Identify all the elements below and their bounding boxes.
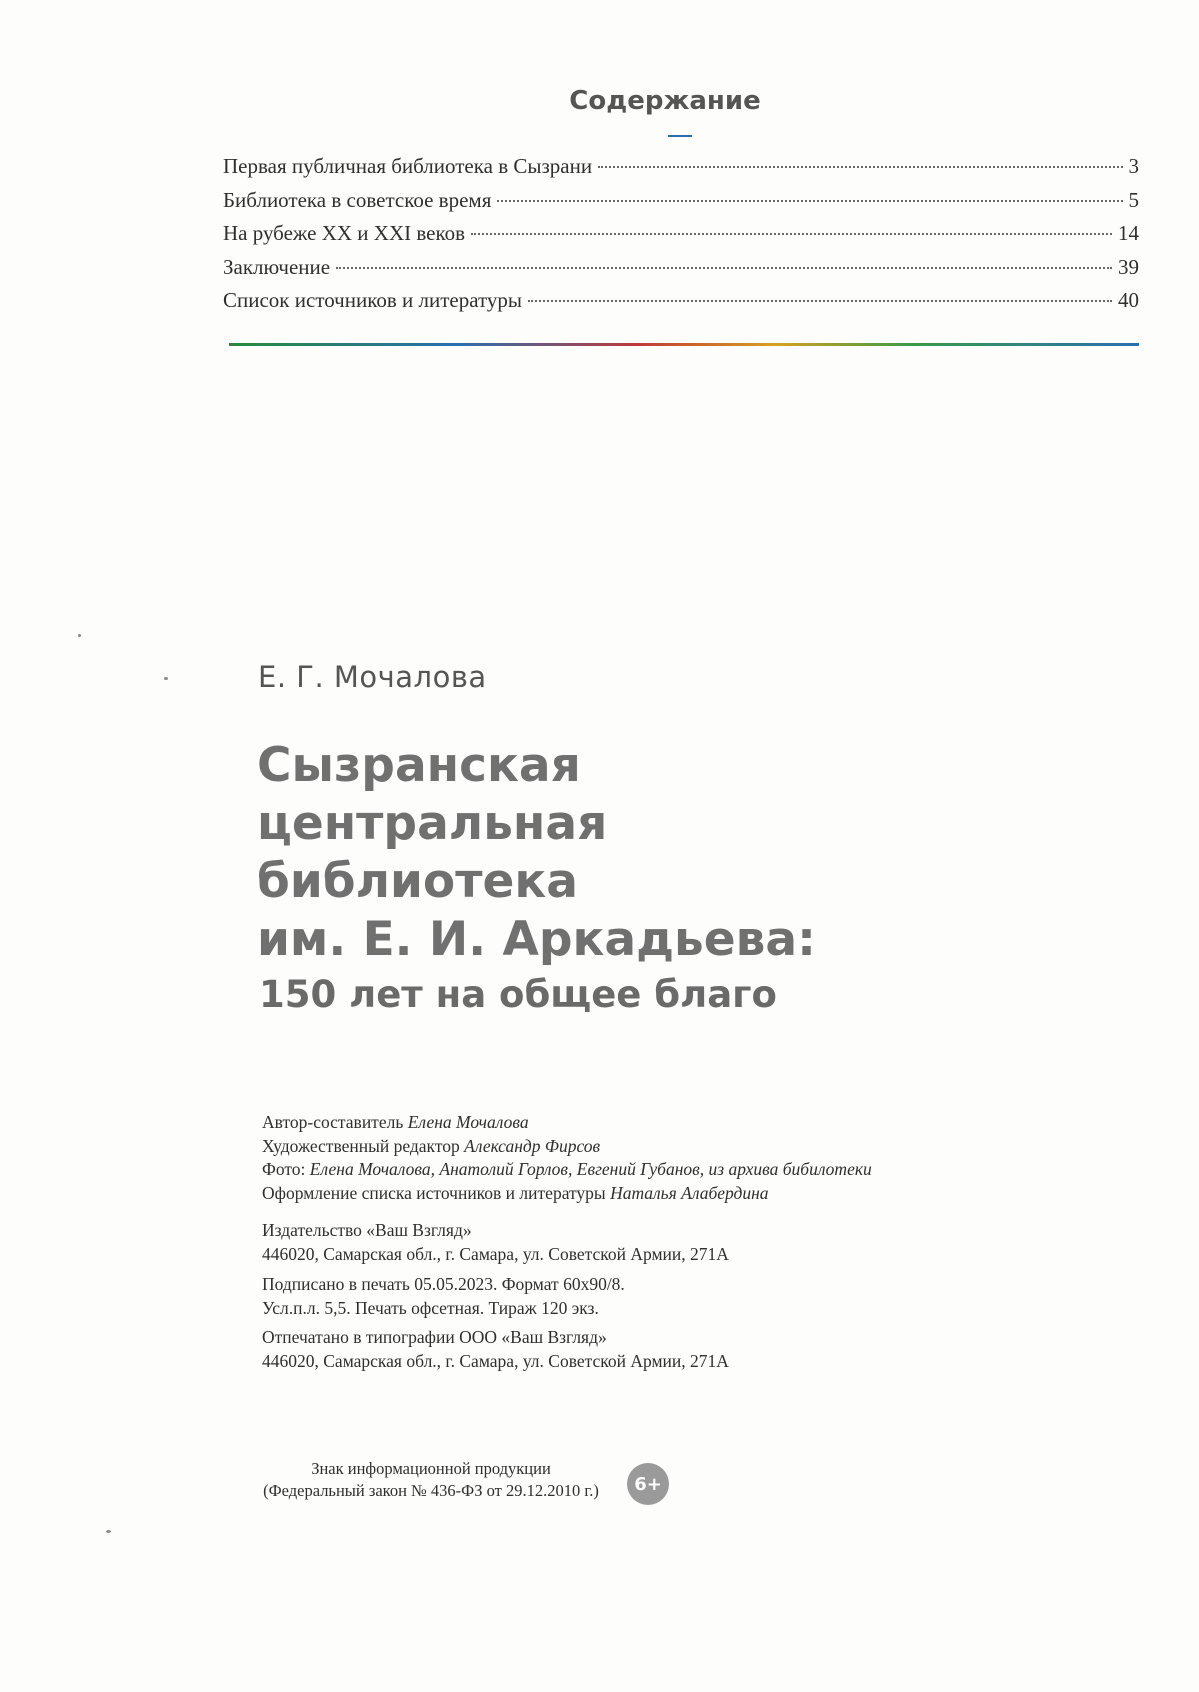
credit-name: Елена Мочалова [407,1112,529,1132]
dot-leader [598,166,1122,168]
publisher-name: Издательство «Ваш Взгляд» [262,1220,472,1240]
toc-entry-label: Заключение [223,254,331,279]
printer-address: 446020, Самарская обл., г. Самара, ул. Советской Армии, 271А [262,1350,729,1371]
toc-entry-label: Список источников и литературы [223,288,523,312]
toc-entry[interactable] [223,188,1139,222]
toc-heading-underline [668,135,692,137]
book-title-line: им. Е. И. Аркадьева: [257,912,816,967]
table-of-contents [223,154,1139,322]
credit-line [262,1135,872,1159]
credit-role: Оформление списка источников и литературы [262,1182,606,1203]
age-rating-badge: 6+ [627,1463,669,1505]
toc-entry[interactable] [223,288,1139,322]
dot-leader [336,267,1112,269]
print-speck [164,677,168,680]
toc-entry-page: 5 [1128,187,1139,212]
dot-leader [471,233,1112,235]
toc-entry[interactable] [223,154,1139,188]
book-subtitle: 150 лет на общее благо [259,973,777,1016]
toc-heading: Содержание [569,86,761,116]
toc-entry-page: 14 [1118,221,1139,245]
publisher-block [262,1219,729,1266]
print-speck [78,634,81,637]
info-sign-line: Знак информационной продукции [311,1459,551,1478]
toc-entry-page: 3 [1128,154,1139,178]
credit-role: Автор-составитель [262,1112,404,1132]
printer-name: Отпечатано в типографии ООО «Ваш Взгляд» [262,1327,607,1347]
toc-entry-label: На рубеже XX и XXI веков [223,221,466,245]
toc-entry-page: 40 [1118,288,1139,312]
book-title-line: центральная [257,796,608,851]
publisher-address: 446020, Самарская обл., г. Самара, ул. Советской Армии, 271А [262,1243,729,1264]
printer-block [262,1326,729,1373]
book-title-line: Сызранская [257,738,581,793]
print-specs: Усл.п.л. 5,5. Печать офсетная. Тираж 120 экз. [262,1297,599,1318]
signed-to-print: Подписано в печать 05.05.2023. Формат 60х90/8. [262,1274,625,1294]
toc-entry-label: Библиотека в советское время [223,187,492,212]
print-speck [106,1530,111,1533]
toc-entry[interactable] [223,221,1139,255]
toc-entry-page: 39 [1118,254,1139,279]
credit-line [262,1158,872,1182]
book-title [257,737,816,969]
book-title-line: библиотека [257,854,578,909]
credit-role: Фото: [262,1159,306,1179]
credit-name: Наталья Алабердина [610,1182,769,1203]
dot-leader [528,300,1112,302]
toc-entry[interactable] [223,255,1139,289]
credit-role: Художественный редактор [262,1135,460,1156]
print-details-block [262,1273,625,1320]
info-product-sign [246,1458,616,1502]
credit-name: Александр Фирсов [464,1135,601,1156]
credit-name: Елена Мочалова, Анатолий Горлов, Евгений Губанов, из архива бибилотеки [309,1159,872,1179]
credit-line [262,1182,872,1206]
info-sign-law: (Федеральный закон № 436-ФЗ от 29.12.2010 г.) [263,1481,599,1500]
rainbow-divider [229,343,1139,346]
credits-block [262,1111,872,1205]
author-name: Е. Г. Мочалова [258,660,487,694]
toc-entry-label: Первая публичная библиотека в Сызрани [223,154,593,178]
dot-leader [497,200,1122,202]
credit-line [262,1111,872,1135]
